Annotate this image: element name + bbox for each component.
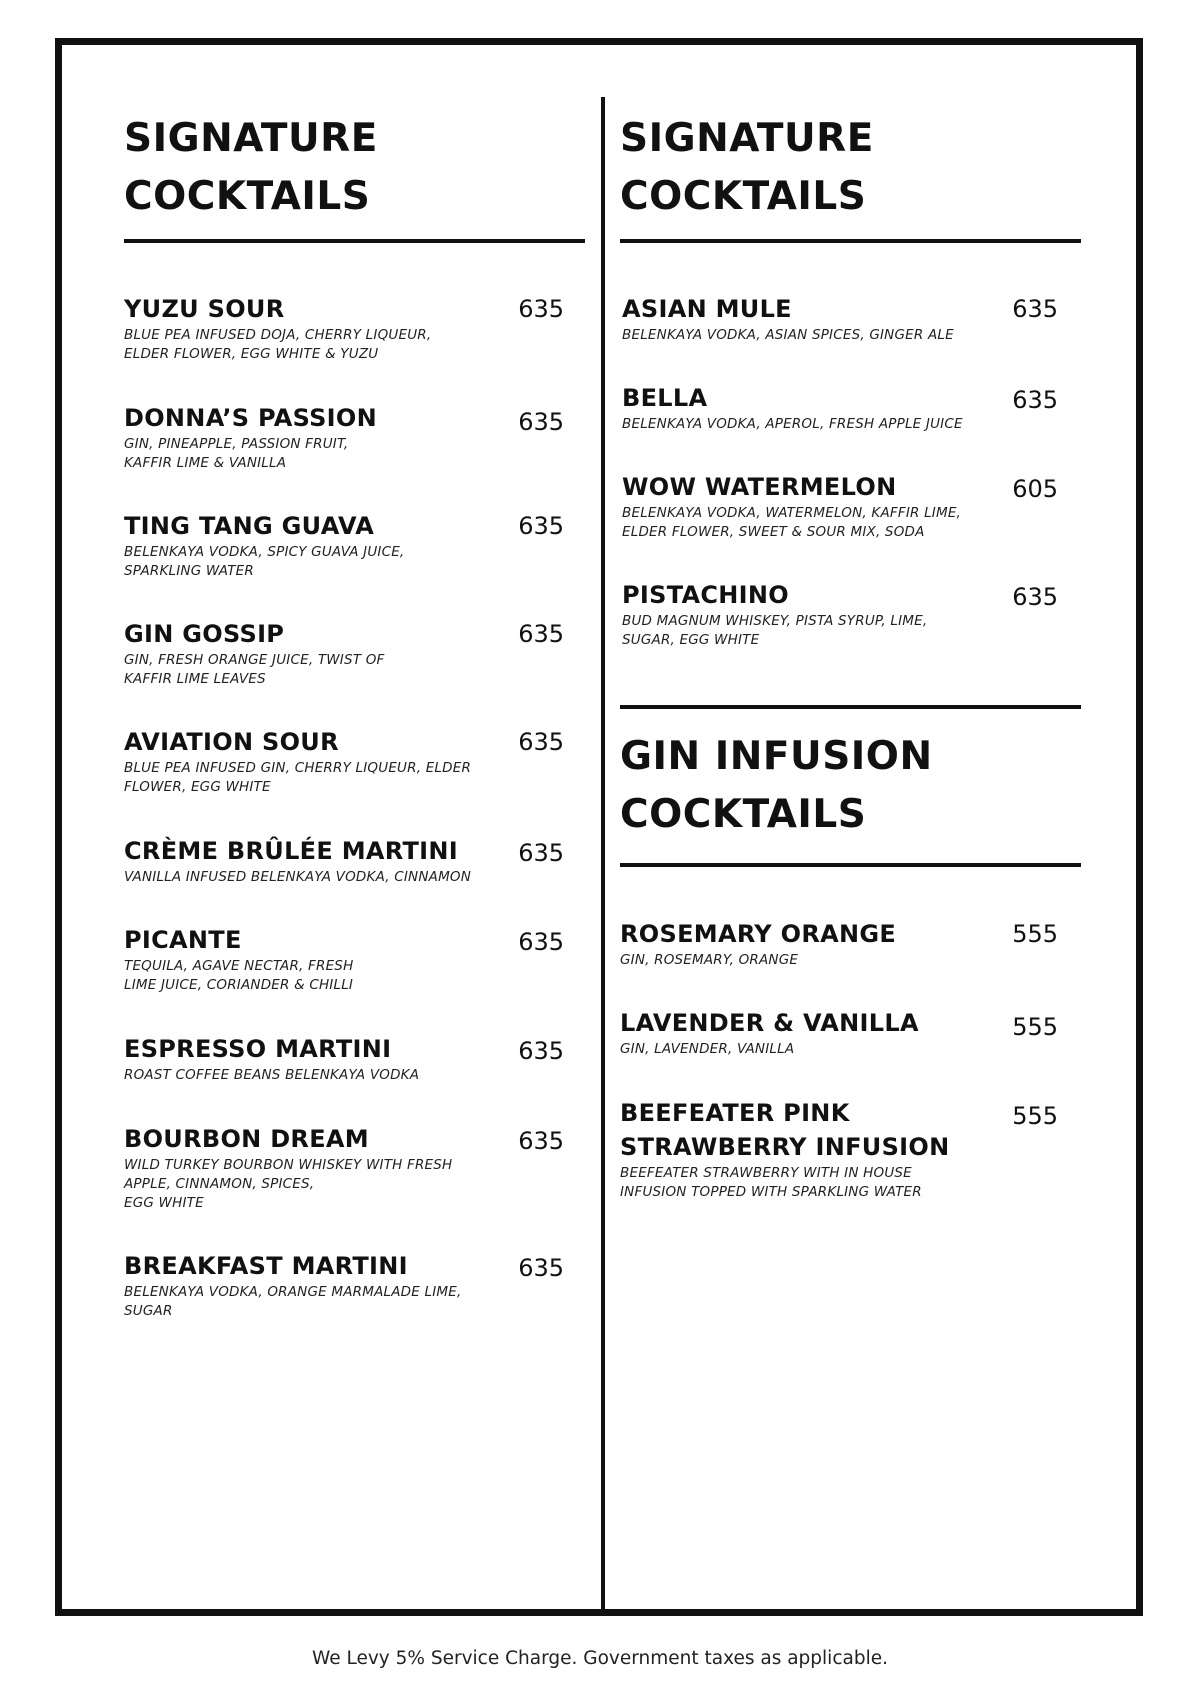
item-price: 635 <box>1012 386 1058 414</box>
item-price: 635 <box>518 408 564 436</box>
item-description: WILD TURKEY BOURBON WHISKEY WITH FRESH APPLE, CINNAMON, SPICES, EGG WHITE <box>124 1157 453 1211</box>
item-price: 635 <box>518 295 564 323</box>
gin-section-top-rule <box>620 705 1081 709</box>
menu-item <box>124 834 564 887</box>
item-price: 635 <box>518 1037 564 1065</box>
left-section-title: SIGNATURE COCKTAILS <box>124 116 378 219</box>
item-price: 635 <box>1012 583 1058 611</box>
item-price: 635 <box>518 512 564 540</box>
item-name: PICANTE <box>124 926 242 954</box>
item-name: CRÈME BRÛLÉE MARTINI <box>124 837 458 865</box>
menu-item <box>124 1249 564 1321</box>
item-name: YUZU SOUR <box>124 295 285 323</box>
menu-item <box>124 1122 564 1213</box>
menu-item <box>620 1096 1080 1202</box>
item-description: BUD MAGNUM WHISKEY, PISTA SYRUP, LIME, SUGAR, EGG WHITE <box>622 613 928 648</box>
item-name: BELLA <box>622 384 708 412</box>
menu-item <box>620 917 1080 970</box>
item-description: BELENKAYA VODKA, WATERMELON, KAFFIR LIME, ELDER FLOWER, SWEET & SOUR MIX, SODA <box>622 505 962 540</box>
item-description: BELENKAYA VODKA, APEROL, FRESH APPLE JUICE <box>622 416 963 432</box>
item-price: 635 <box>518 928 564 956</box>
item-description: BEEFEATER STRAWBERRY WITH IN HOUSE INFUSION TOPPED WITH SPARKLING WATER <box>620 1165 922 1200</box>
left-title-rule <box>124 239 585 243</box>
item-description: BELENKAYA VODKA, ORANGE MARMALADE LIME, SUGAR <box>124 1284 462 1319</box>
menu-item <box>622 381 1082 434</box>
item-price: 635 <box>1012 295 1058 323</box>
menu-item <box>124 292 564 364</box>
item-price: 635 <box>518 1127 564 1155</box>
item-description: BELENKAYA VODKA, ASIAN SPICES, GINGER ALE <box>622 327 954 343</box>
item-price: 635 <box>518 1254 564 1282</box>
item-name: WOW WATERMELON <box>622 473 897 501</box>
item-price: 605 <box>1012 475 1058 503</box>
right-title-rule <box>620 239 1081 243</box>
item-description: ROAST COFFEE BEANS BELENKAYA VODKA <box>124 1067 420 1083</box>
item-description: GIN, FRESH ORANGE JUICE, TWIST OF KAFFIR LIME LEAVES <box>124 652 385 687</box>
item-price: 555 <box>1012 1102 1058 1130</box>
item-description: TEQUILA, AGAVE NECTAR, FRESH LIME JUICE, CORIANDER & CHILLI <box>124 958 354 993</box>
item-description: BELENKAYA VODKA, SPICY GUAVA JUICE, SPARKLING WATER <box>124 544 405 579</box>
item-description: GIN, LAVENDER, VANILLA <box>620 1041 795 1057</box>
item-description: GIN, PINEAPPLE, PASSION FRUIT, KAFFIR LIME & VANILLA <box>124 436 349 471</box>
item-price: 635 <box>518 839 564 867</box>
item-name: ESPRESSO MARTINI <box>124 1035 392 1063</box>
item-name: PISTACHINO <box>622 581 790 609</box>
item-name: LAVENDER & VANILLA <box>620 1009 919 1037</box>
item-name: DONNA’S PASSION <box>124 404 377 432</box>
menu-item <box>124 923 564 995</box>
item-name: ASIAN MULE <box>622 295 792 323</box>
menu-item <box>124 401 564 473</box>
menu-item <box>124 617 564 689</box>
item-name: GIN GOSSIP <box>124 620 285 648</box>
item-name: ROSEMARY ORANGE <box>620 920 897 948</box>
item-price: 635 <box>518 728 564 756</box>
item-name: AVIATION SOUR <box>124 728 339 756</box>
menu-item <box>124 1032 564 1085</box>
gin-title-rule <box>620 863 1081 867</box>
item-name: BOURBON DREAM <box>124 1125 369 1153</box>
item-name: TING TANG GUAVA <box>124 512 375 540</box>
gin-section-title: GIN INFUSION COCKTAILS <box>620 734 933 837</box>
right-section-title: SIGNATURE COCKTAILS <box>620 116 874 219</box>
menu-border-frame <box>55 38 1143 1616</box>
menu-item <box>622 578 1082 650</box>
menu-item <box>622 292 1082 345</box>
item-description: BLUE PEA INFUSED DOJA, CHERRY LIQUEUR, ELDER FLOWER, EGG WHITE & YUZU <box>124 327 432 362</box>
item-description: VANILLA INFUSED BELENKAYA VODKA, CINNAMON <box>124 869 472 885</box>
menu-item <box>124 725 564 797</box>
footer-note: We Levy 5% Service Charge. Government taxes as applicable. <box>312 1648 888 1669</box>
item-price: 555 <box>1012 920 1058 948</box>
menu-item <box>622 470 1082 542</box>
item-price: 635 <box>518 620 564 648</box>
item-name: BEEFEATER PINK STRAWBERRY INFUSION <box>620 1099 950 1161</box>
item-name: BREAKFAST MARTINI <box>124 1252 408 1280</box>
menu-item <box>620 1006 1080 1059</box>
column-divider <box>601 97 605 1613</box>
item-description: GIN, ROSEMARY, ORANGE <box>620 952 799 968</box>
item-description: BLUE PEA INFUSED GIN, CHERRY LIQUEUR, ELDER FLOWER, EGG WHITE <box>124 760 472 795</box>
menu-item <box>124 509 564 581</box>
item-price: 555 <box>1012 1013 1058 1041</box>
